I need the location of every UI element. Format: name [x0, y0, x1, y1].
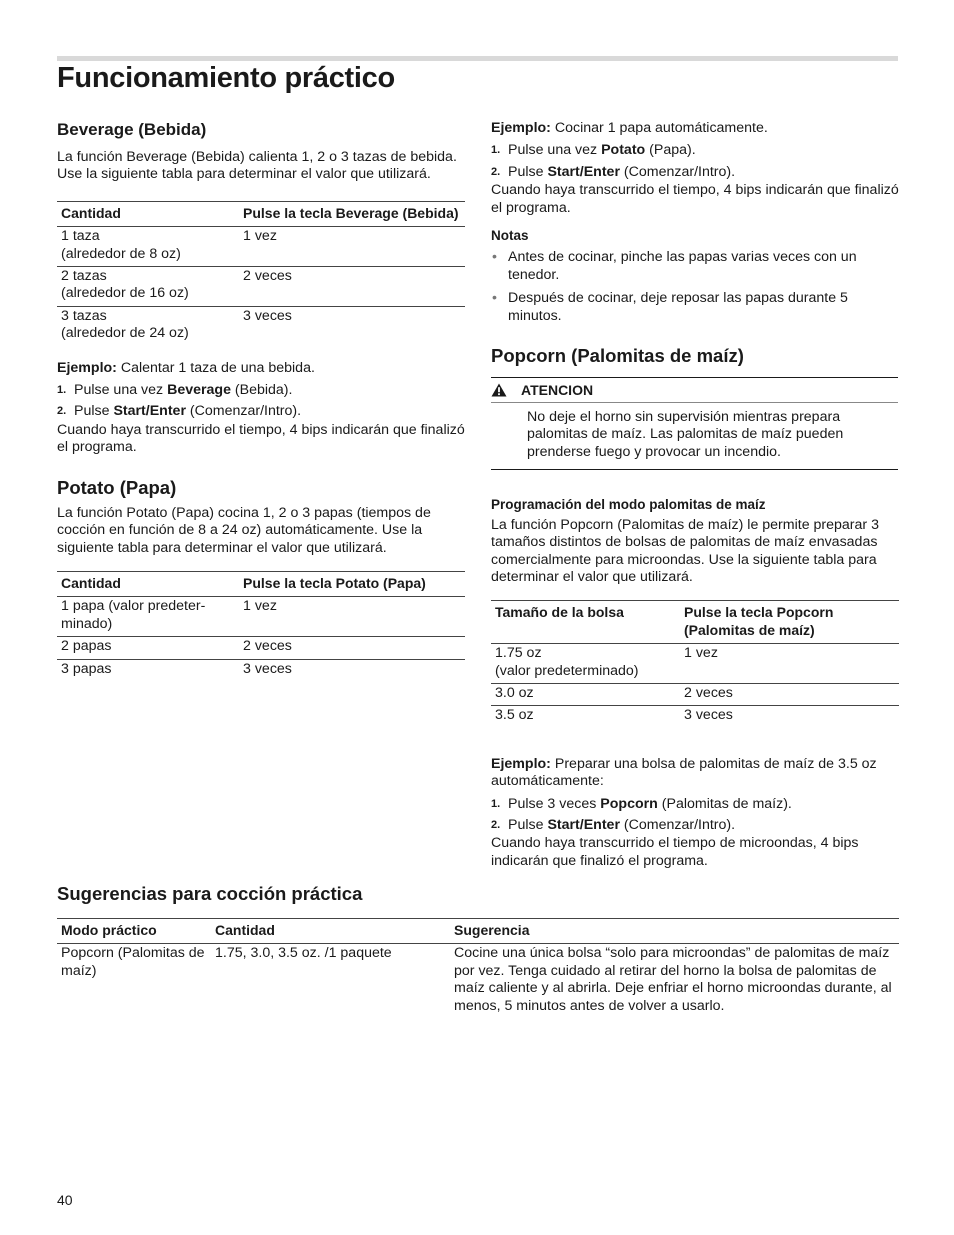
table-row: [57, 227, 465, 267]
notes-list: [491, 249, 899, 325]
table-row: [491, 683, 899, 705]
table-row: [491, 644, 899, 684]
list-item: 1. Pulse una vez Potato (Papa).: [491, 142, 696, 159]
page-title: Funcionamiento práctico: [57, 62, 395, 94]
list-item: 2. Pulse Start/Enter (Comenzar/Intro).: [491, 816, 736, 833]
potato-outro: Cuando haya transcurrido el tiempo, 4 bips indicarán que finalizó el programa.: [491, 182, 899, 216]
popcorn-outro: Cuando haya transcurrido el tiempo de microondas, 4 bips indicarán que finalizó el programa.: [491, 835, 859, 869]
popcorn-intro: La función Popcorn (Palomitas de maíz) le permite preparar 3 tamaños distintos de bolsas de palomitas de maíz envasadas comercialmente para microondas. Use la siguiente tabla para determinar el valor que utilizará.: [491, 516, 879, 585]
popcorn-steps: [491, 796, 899, 835]
press-cell: 3 veces: [243, 307, 292, 324]
suggestions-heading: Sugerencias para cocción práctica: [57, 883, 363, 904]
popcorn-subheading: Programación del modo palomitas de maíz: [491, 497, 766, 513]
notes-heading: Notas: [491, 228, 529, 244]
popcorn-heading: Popcorn (Palomitas de maíz): [491, 345, 744, 367]
tip-cell: Cocine una única bolsa “solo para microondas” de palomitas de maíz por vez. Tenga cuidado al retirar del horno la bolsa de palomitas de maíz caliente y al abrirla. Deje enfriar el horno microondas durante, al menos, 5 minutos antes de volver a usarlo.: [454, 945, 892, 1014]
table-header-row: [57, 201, 465, 226]
column-header: Pulse la tecla Beverage (Bebida): [239, 201, 465, 226]
table-row: [57, 267, 465, 307]
size-cell: 1.75 oz (valor predeterminado): [491, 644, 680, 684]
popcorn-example: Ejemplo: Preparar una bolsa de palomitas de maíz de 3.5 oz automáticamente:: [491, 755, 877, 790]
beverage-steps: [57, 382, 465, 421]
table-row: [491, 706, 899, 728]
quantity-cell: 2 papas: [57, 637, 239, 659]
popcorn-table: [491, 600, 899, 727]
press-cell: 3 veces: [684, 707, 733, 724]
bullet-icon: •: [492, 249, 497, 266]
column-header: Pulse la tecla Popcorn (Palomitas de maíz): [680, 601, 899, 644]
right-column: [491, 120, 899, 870]
list-item: • Después de cocinar, deje reposar las papas durante 5 minutos.: [492, 290, 848, 324]
table-row: [57, 637, 465, 659]
table-header-row: [57, 919, 899, 944]
quantity-cell: 1 papa (valor predeter- minado): [57, 597, 239, 637]
suggestions-table: [57, 918, 899, 1018]
table-row: [57, 659, 465, 681]
table-row: [57, 306, 465, 345]
potato-table: [57, 571, 465, 681]
press-cell: 1 vez: [239, 227, 465, 267]
left-column: [57, 120, 465, 681]
list-item: 1. Pulse una vez Beverage (Bebida).: [57, 382, 293, 399]
quantity-cell: 3 papas: [61, 660, 112, 677]
column-header: Sugerencia: [450, 919, 899, 944]
potato-intro: La función Potato (Papa) cocina 1, 2 o 3 papas (tiempos de cocción en función de 8 a 24 oz) automáticamente. Use la siguiente tabla para determinar el valor que utilizará.: [57, 504, 431, 556]
table-header-row: [491, 601, 899, 644]
column-header: Tamaño de la bolsa: [491, 601, 680, 644]
press-cell: 2 veces: [239, 267, 465, 307]
beverage-example: Ejemplo: Calentar 1 taza de una bebida.: [57, 359, 315, 376]
press-cell: 1 vez: [680, 644, 899, 684]
warning-box: [491, 377, 898, 470]
warning-header: [491, 378, 898, 403]
column-header: Cantidad: [57, 201, 239, 226]
column-header: Cantidad: [57, 571, 239, 596]
beverage-outro: Cuando haya transcurrido el tiempo, 4 bips indicarán que finalizó el programa.: [57, 421, 465, 456]
warning-label: ATENCION: [521, 382, 594, 399]
table-row: [57, 597, 465, 637]
header-rule: [57, 56, 898, 61]
column-header: Cantidad: [211, 919, 450, 944]
column-header: Modo práctico: [57, 919, 211, 944]
press-cell: 3 veces: [243, 660, 292, 677]
beverage-table: [57, 201, 465, 346]
list-item: 1. Pulse 3 veces Popcorn (Palomitas de maíz).: [491, 795, 792, 812]
potato-heading: Potato (Papa): [57, 476, 177, 498]
column-header: Pulse la tecla Potato (Papa): [239, 571, 465, 596]
table-header-row: [57, 571, 465, 596]
quantity-cell: 1 taza (alrededor de 8 oz): [57, 227, 239, 267]
potato-steps: [491, 142, 899, 181]
press-cell: 2 veces: [680, 683, 899, 705]
size-cell: 3.0 oz: [491, 683, 680, 705]
bullet-icon: •: [492, 290, 497, 307]
list-item: • Antes de cocinar, pinche las papas varias veces con un tenedor.: [492, 249, 857, 283]
list-item: 2. Pulse Start/Enter (Comenzar/Intro).: [57, 403, 302, 420]
quantity-cell: 3 tazas (alrededor de 24 oz): [61, 307, 189, 342]
beverage-intro: La función Beverage (Bebida) calienta 1, 2 o 3 tazas de bebida. Use la siguiente tabla para determinar el valor que utilizará.: [57, 149, 457, 183]
beverage-heading: Beverage (Bebida): [57, 120, 207, 139]
warning-triangle-icon: [491, 383, 507, 397]
press-cell: 1 vez: [239, 597, 465, 637]
warning-text: No deje el horno sin supervisión mientras prepara palomitas de maíz. Las palomitas de maíz pueden prenderse fuego y provocar un incendio.: [527, 409, 844, 460]
list-item: 2. Pulse Start/Enter (Comenzar/Intro).: [491, 163, 736, 180]
page-number: 40: [57, 1192, 73, 1208]
press-cell: 2 veces: [239, 637, 465, 659]
size-cell: 3.5 oz: [495, 707, 534, 724]
mode-cell: Popcorn (Palomitas de maíz): [61, 945, 205, 979]
table-row: [57, 944, 899, 1018]
quantity-cell: 1.75, 3.0, 3.5 oz. /1 paquete: [215, 945, 392, 962]
potato-example: Ejemplo: Cocinar 1 papa automáticamente.: [491, 120, 768, 136]
quantity-cell: 2 tazas (alrededor de 16 oz): [57, 267, 239, 307]
